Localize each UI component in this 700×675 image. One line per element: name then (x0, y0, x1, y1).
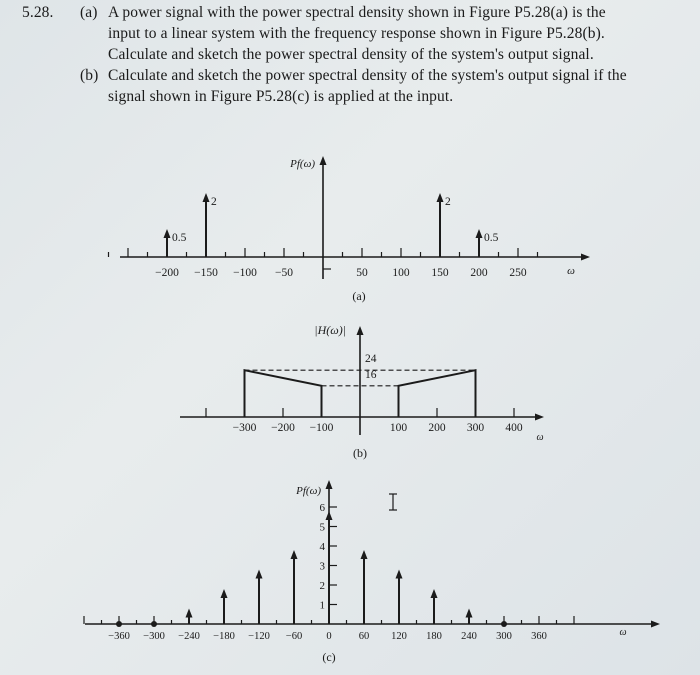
tick-label-a: 150 (431, 267, 449, 279)
tick-label-b: −200 (271, 422, 295, 434)
impulse-arrow-a (476, 229, 483, 238)
zero-impulse-dot (501, 621, 507, 627)
impulse-value-a: 0.5 (172, 232, 187, 244)
zero-impulse-dot (151, 621, 157, 627)
impulse-arrow-c (221, 589, 228, 598)
tick-label-c: 360 (531, 631, 547, 642)
tick-label-a: −200 (155, 267, 179, 279)
impulse-value-a: 0.5 (484, 232, 499, 244)
impulse-arrow-c (466, 609, 473, 618)
tick-label-b: 300 (466, 422, 485, 434)
y-axis-arrow-c (326, 480, 333, 489)
y-label-16: 16 (365, 368, 377, 381)
tick-label-c: 300 (496, 631, 512, 642)
tick-label-a: 100 (392, 267, 410, 279)
impulse-arrow-c (186, 609, 193, 618)
tick-label-c: 60 (358, 631, 370, 642)
x-axis-label-b: ω (536, 432, 544, 443)
problem-text-line-5: signal shown in Figure P5.28(c) is applied at the input. (108, 88, 454, 105)
figure-caption-c: (c) (322, 650, 336, 664)
impulse-arrow-a (437, 193, 444, 202)
tick-label-a: −150 (194, 267, 218, 279)
tick-label-a: 50 (356, 267, 368, 279)
tick-label-a: 200 (470, 267, 488, 279)
part-a-label: (a) (80, 4, 98, 21)
problem-text-line-2: input to a linear system with the frequency response shown in Figure P5.28(b). (108, 25, 605, 42)
impulse-arrow-c (291, 550, 298, 559)
y-axis-arrow-a (320, 156, 327, 165)
problem-text-line-4: Calculate and sketch the power spectral density of the system's output signal if the (108, 67, 627, 84)
x-axis-label-c: ω (619, 627, 627, 638)
y-label-24: 24 (365, 353, 377, 366)
tick-label-b: −300 (232, 422, 257, 434)
impulse-arrow-c (326, 511, 333, 520)
tick-label-b: −100 (309, 422, 334, 434)
tick-label-a: −100 (233, 267, 257, 279)
tick-label-c: 240 (461, 631, 477, 642)
tick-label-c: −300 (143, 631, 165, 642)
figure-caption-a: (a) (352, 289, 366, 303)
tick-label-c: 120 (391, 631, 407, 642)
x-axis-arrow-b (535, 414, 544, 421)
problem-number: 5.28. (22, 4, 54, 21)
tick-label-c: 0 (326, 631, 332, 642)
tick-label-c: −120 (248, 631, 270, 642)
x-axis-label-a: ω (567, 265, 575, 277)
y-axis-arrow-b (357, 326, 364, 335)
problem-text-line-3: Calculate and sketch the power spectral density of the system's output signal. (108, 46, 594, 63)
tick-label-c: 180 (426, 631, 442, 642)
y-tick-label-c: 5 (319, 521, 325, 534)
impulse-value-a: 2 (445, 196, 451, 208)
part-b-label: (b) (80, 67, 99, 84)
tick-label-c: −180 (213, 631, 235, 642)
tick-label-c: −240 (178, 631, 200, 642)
tick-label-b: 200 (428, 422, 446, 434)
impulse-arrow-c (361, 550, 368, 559)
y-tick-label-c: 1 (319, 599, 325, 612)
x-axis-arrow-c (651, 621, 660, 628)
tick-label-a: −50 (275, 267, 293, 279)
zero-impulse-dot (116, 621, 122, 627)
y-axis-label-c: Pf(ω) (296, 485, 321, 497)
y-tick-label-c: 3 (319, 560, 325, 573)
tick-label-b: 400 (505, 422, 523, 434)
y-tick-label-c: 4 (319, 541, 325, 553)
impulse-arrow-c (396, 570, 403, 579)
tick-label-c: −60 (285, 631, 303, 642)
figure-caption-b: (b) (353, 446, 367, 460)
tick-label-a: 250 (509, 267, 527, 279)
y-axis-label-a: Pf(ω) (290, 158, 315, 170)
impulse-arrow-a (164, 229, 171, 238)
problem-text-line-1: A power signal with the power spectral density shown in Figure P5.28(a) is the (108, 4, 606, 21)
impulse-value-a: 2 (211, 196, 217, 208)
impulse-arrow-c (256, 570, 263, 579)
y-tick-label-c: 6 (319, 502, 325, 514)
tick-label-b: 100 (389, 422, 408, 434)
x-axis-arrow-a (581, 254, 590, 261)
y-tick-label-c: 2 (319, 580, 325, 592)
impulse-arrow-c (431, 589, 438, 598)
y-axis-label-b: |H(ω)| (314, 323, 346, 337)
impulse-arrow-a (203, 193, 210, 202)
tick-label-c: −360 (108, 631, 130, 642)
